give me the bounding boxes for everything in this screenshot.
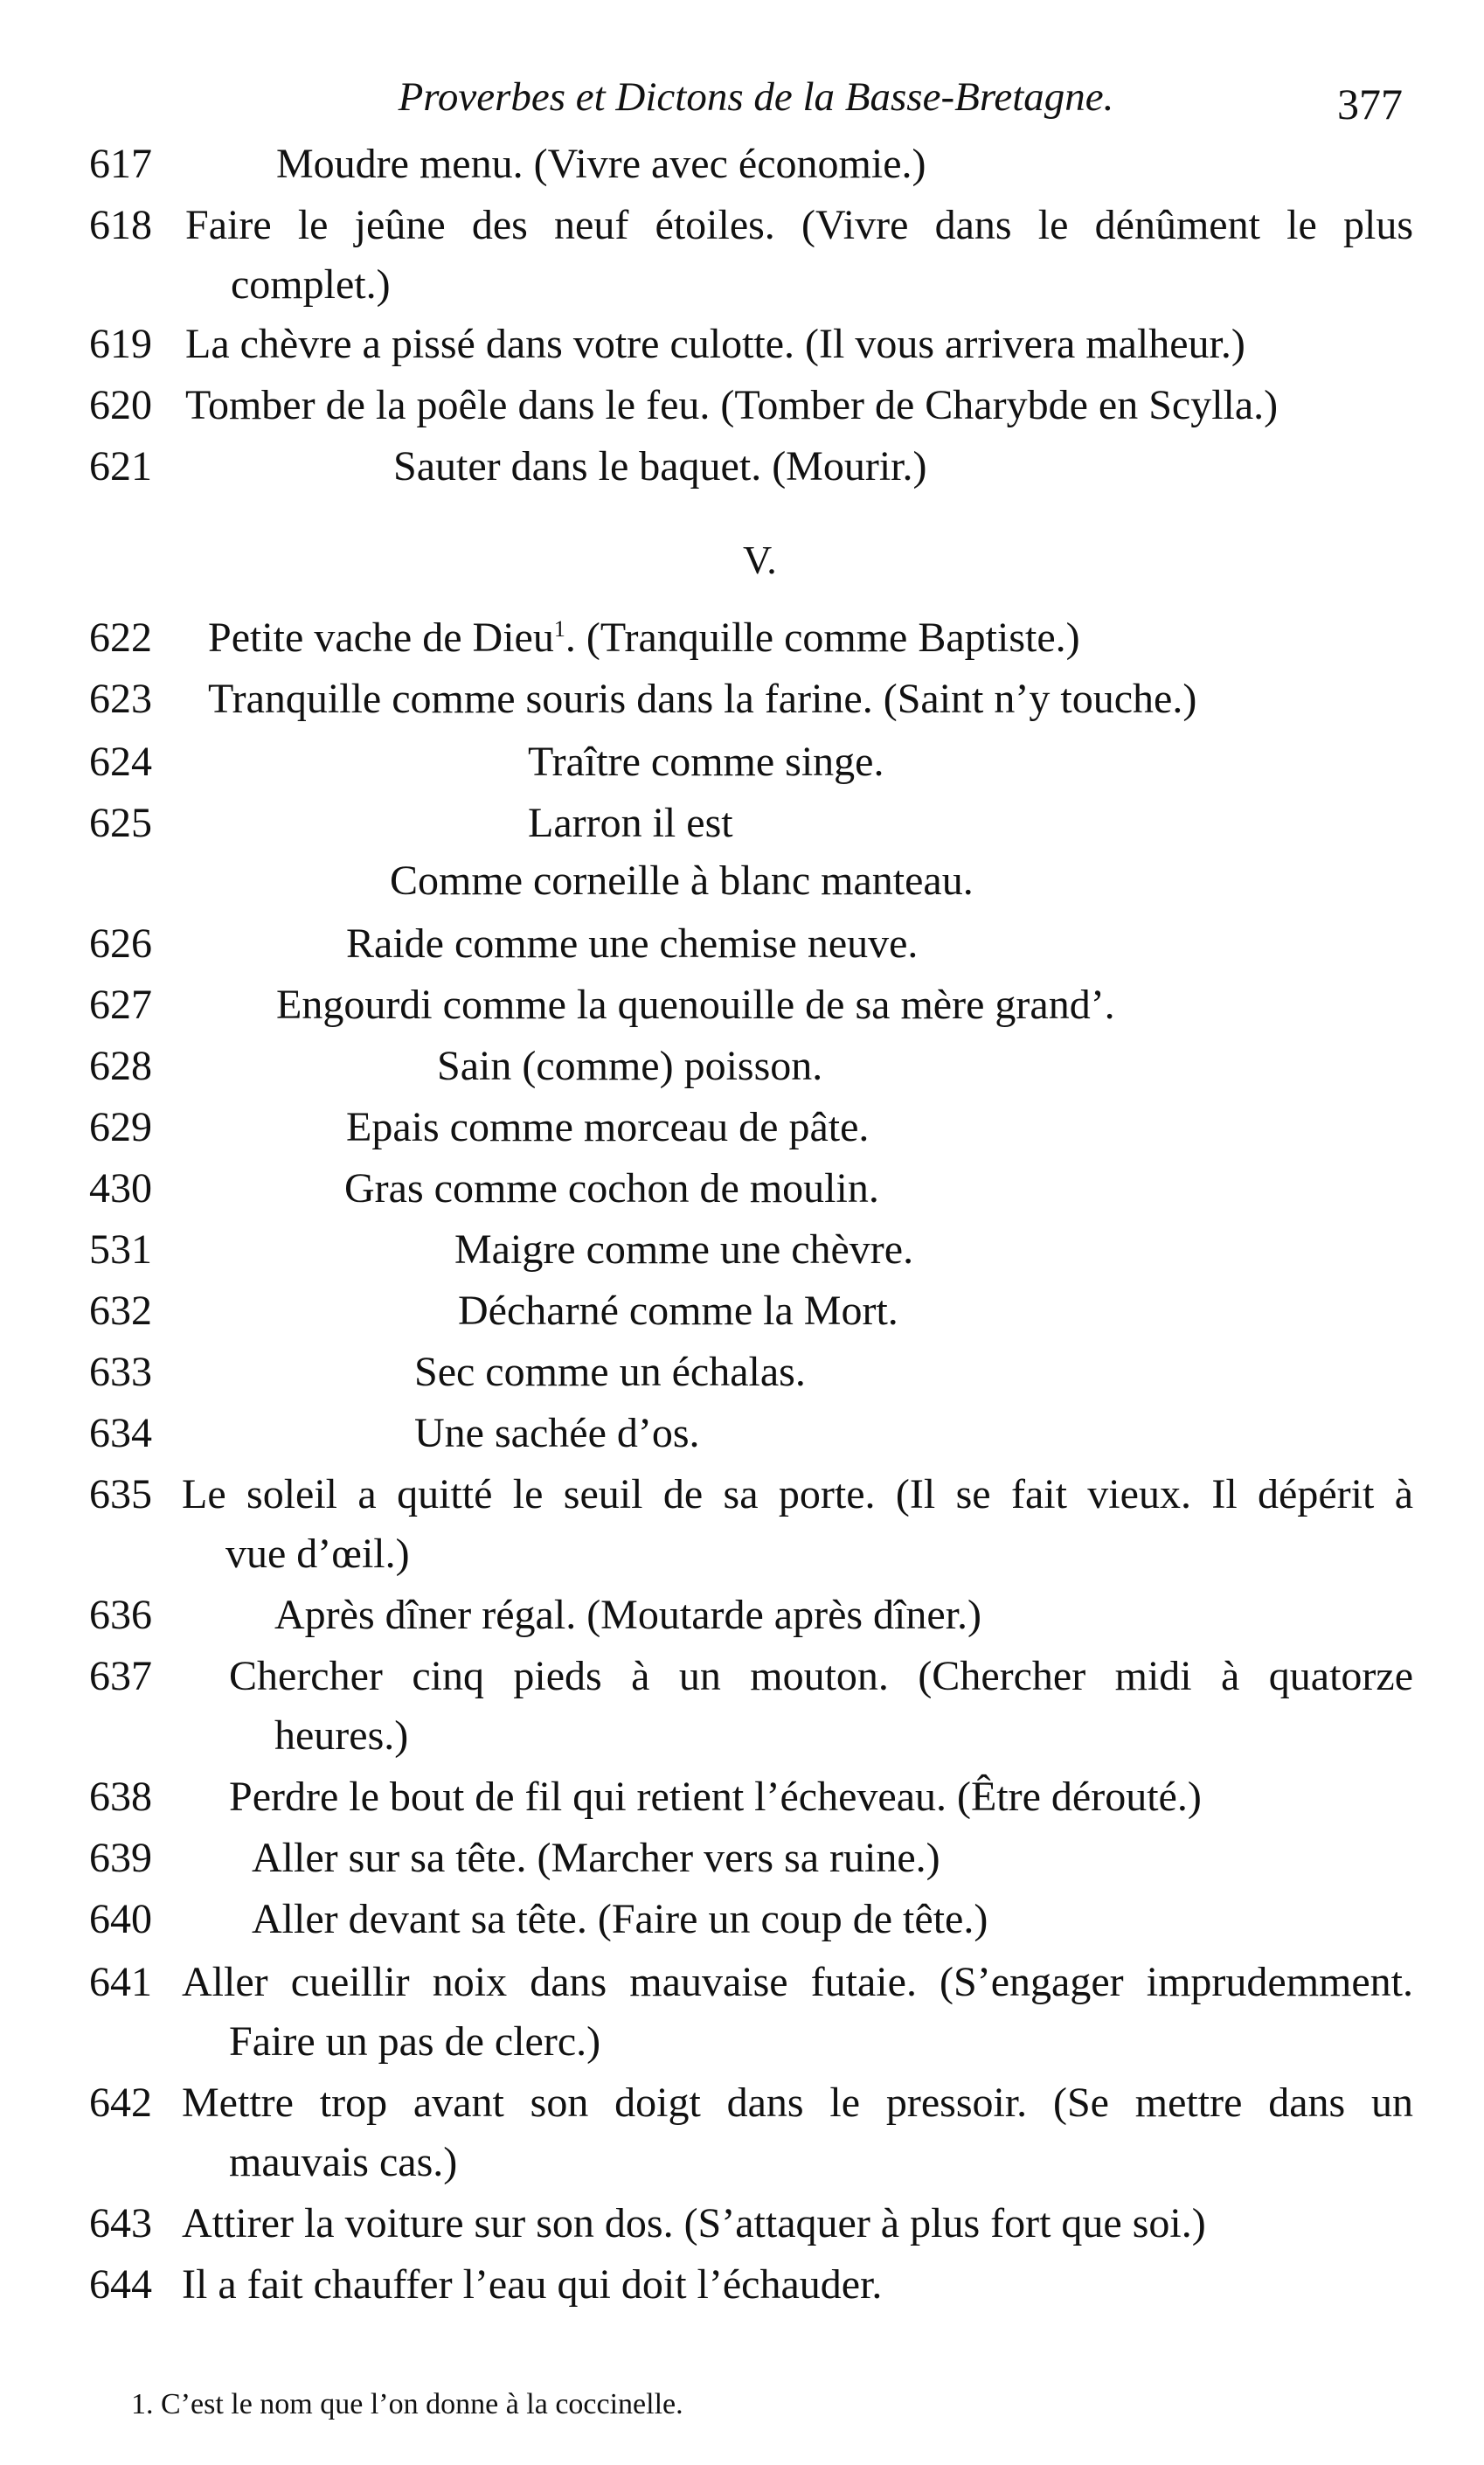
entry-number: 644 xyxy=(89,2261,152,2308)
entry-text: Raide comme une chemise neuve. xyxy=(346,920,919,967)
entry-number: 618 xyxy=(89,202,152,248)
entry-text: Tomber de la poêle dans le feu. (Tomber de Charybde en Scylla.) xyxy=(185,382,1279,428)
entry-text: Petite vache de Dieu$^1$. (Tranquille comme Baptiste.) xyxy=(208,615,1080,661)
entry-text: Maigre comme une chèvre. xyxy=(454,1226,914,1273)
entry-text: Sain (comme) poisson. xyxy=(437,1043,823,1089)
entry-number: 619 xyxy=(89,321,152,367)
entry-number: 617 xyxy=(89,141,152,187)
entry-text: Aller cueillir noix dans mauvaise futaie. (S’engager imprudemment. xyxy=(182,1959,1413,2005)
entry-text: Tranquille comme souris dans la farine. (Saint n’y touche.) xyxy=(208,676,1197,722)
entry-number: 643 xyxy=(89,2200,152,2246)
entry-number: 621 xyxy=(89,443,152,490)
entry-text: Le soleil a quitté le seuil de sa porte. (Il se fait vieux. Il dépérit à xyxy=(182,1471,1413,1517)
entry-text-continued: complet.) xyxy=(231,261,391,308)
entry-text-continued: Faire un pas de clerc.) xyxy=(229,2018,601,2065)
entry-text: Chercher cinq pieds à un mouton. (Chercher midi à quatorze xyxy=(229,1653,1413,1699)
entry-number: 638 xyxy=(89,1774,152,1820)
entry-number: 634 xyxy=(89,1410,152,1456)
entry-number: 623 xyxy=(89,676,152,722)
entry-number: 629 xyxy=(89,1104,152,1150)
entry-number: 620 xyxy=(89,382,152,428)
entry-number: 635 xyxy=(89,1471,152,1517)
entry-text: Attirer la voiture sur son dos. (S’attaquer à plus fort que soi.) xyxy=(182,2200,1206,2246)
entry-text: Moudre menu. (Vivre avec économie.) xyxy=(276,141,926,187)
entry-number: 531 xyxy=(89,1226,152,1273)
entry-number: 628 xyxy=(89,1043,152,1089)
footnote-number: 1. xyxy=(131,2388,154,2420)
entry-text: Perdre le bout de fil qui retient l’écheveau. (Être dérouté.) xyxy=(229,1774,1202,1820)
entry-number: 632 xyxy=(89,1288,152,1334)
entry-text-continued: heures.) xyxy=(274,1712,409,1759)
running-header-title: Proverbes et Dictons de la Basse-Bretagne. xyxy=(398,74,1114,120)
entry-number: 637 xyxy=(89,1653,152,1699)
entry-number: 640 xyxy=(89,1896,152,1942)
footnote-reference: 1 xyxy=(553,616,565,642)
entry-text: Sec comme un échalas. xyxy=(414,1349,806,1395)
footnote-text: C’est le nom que l’on donne à la coccinelle. xyxy=(161,2388,683,2420)
entry-number: 625 xyxy=(89,800,152,846)
entry-text: Mettre trop avant son doigt dans le pressoir. (Se mettre dans un xyxy=(182,2080,1413,2126)
entry-number: 636 xyxy=(89,1592,152,1638)
entry-number: 622 xyxy=(89,615,152,661)
entry-text: Faire le jeûne des neuf étoiles. (Vivre dans le dénûment le plus xyxy=(185,202,1413,248)
entry-number: 624 xyxy=(89,739,152,785)
page-number: 377 xyxy=(1337,80,1403,128)
entry-text: Décharné comme la Mort. xyxy=(458,1288,898,1334)
entry-number: 642 xyxy=(89,2080,152,2126)
footnote xyxy=(131,2388,683,2421)
section-heading: V. xyxy=(743,538,777,582)
entry-text: Aller devant sa tête. (Faire un coup de tête.) xyxy=(252,1896,988,1942)
entry-text: Il a fait chauffer l’eau qui doit l’échauder. xyxy=(182,2261,883,2308)
entry-text: Sauter dans le baquet. (Mourir.) xyxy=(393,443,927,490)
entry-text: Traître comme singe. xyxy=(528,739,884,785)
entry-text-continued: Comme corneille à blanc manteau. xyxy=(390,858,974,904)
entry-number: 627 xyxy=(89,982,152,1028)
entry-number: 626 xyxy=(89,920,152,967)
entry-text: La chèvre a pissé dans votre culotte. (Il vous arrivera malheur.) xyxy=(185,321,1245,367)
entry-number: 639 xyxy=(89,1835,152,1881)
entry-text: Epais comme morceau de pâte. xyxy=(346,1104,870,1150)
entry-number: 430 xyxy=(89,1165,152,1212)
entry-text: Gras comme cochon de moulin. xyxy=(344,1165,879,1212)
entry-text-continued: mauvais cas.) xyxy=(229,2139,458,2185)
entry-text: Après dîner régal. (Moutarde après dîner.) xyxy=(274,1592,982,1638)
entry-text: Larron il est xyxy=(528,800,733,846)
entry-text: Engourdi comme la quenouille de sa mère grand’. xyxy=(276,982,1115,1028)
entry-text: Une sachée d’os. xyxy=(414,1410,700,1456)
entry-text-continued: vue d’œil.) xyxy=(225,1531,410,1577)
entry-number: 641 xyxy=(89,1959,152,2005)
entry-text: Aller sur sa tête. (Marcher vers sa ruine.) xyxy=(252,1835,940,1881)
entry-number: 633 xyxy=(89,1349,152,1395)
